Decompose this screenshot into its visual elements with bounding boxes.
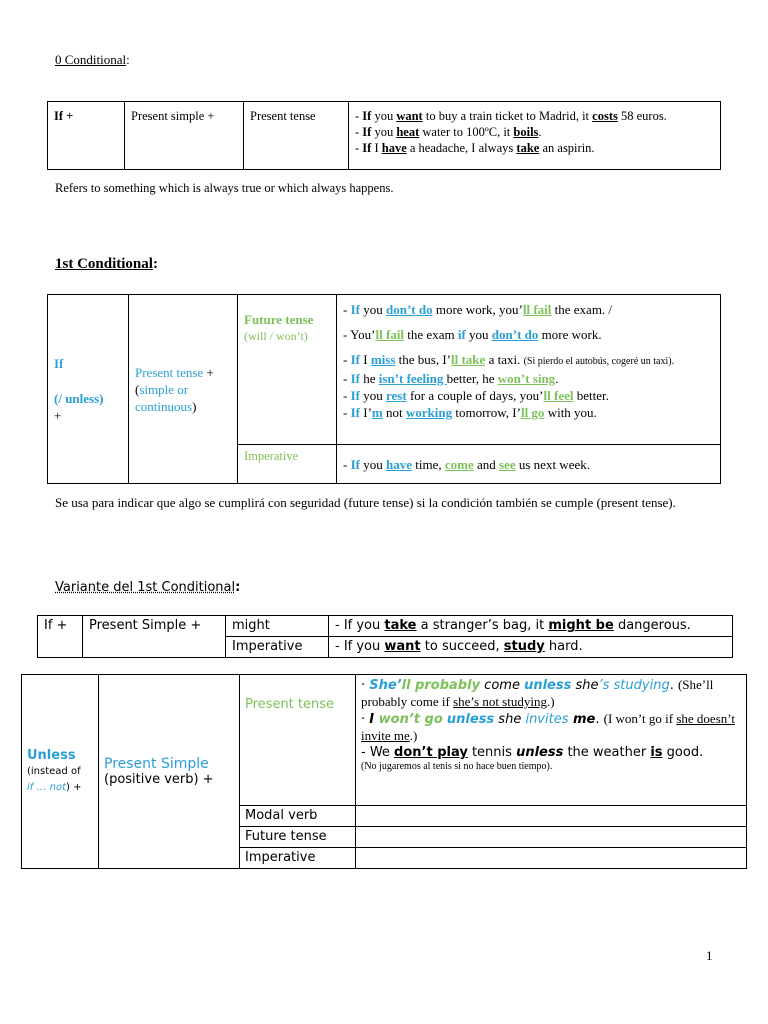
unless-label-cell: Unless (instead of if … not) + xyxy=(22,675,99,869)
unless-modal-examples xyxy=(356,806,747,827)
first-if-cell: If (/ unless) + xyxy=(48,295,129,484)
first-future-cell: Future tense (will / won’t) xyxy=(238,295,337,445)
unless-example-3: - We don’t play tennis unless the weather is good. xyxy=(361,745,704,760)
first-conditional-heading: 1st Conditional: xyxy=(55,256,158,272)
unless-present-tense-cell: Present tense xyxy=(240,675,356,806)
first-example-1: - If you don’t do more work, you’ll fail the exam. / xyxy=(343,302,613,317)
page-number: 1 xyxy=(706,948,713,963)
variant-if-cell: If + xyxy=(38,616,83,658)
unless-table xyxy=(21,674,747,869)
zero-present-tense-cell: Present tense xyxy=(244,102,349,170)
zero-example-1: - If you want to buy a train ticket to Madrid, it costs 58 euros. xyxy=(355,109,667,123)
unless-example-3-note: (No jugaremos al tenis si no hace buen tiempo). xyxy=(361,761,553,772)
unless-modal-cell: Modal verb xyxy=(240,806,356,827)
first-example-6: - If I’m not working tomorrow, I’ll go with you. xyxy=(343,405,597,420)
variant-example-2: - If you want to succeed, study hard. xyxy=(329,637,733,658)
unless-imperative-examples xyxy=(356,848,747,869)
first-example-3: - If I miss the bus, I’ll take a taxi. (Si pierdo el autobús, cogeré un taxi). xyxy=(343,352,675,367)
zero-example-3: - If I have a headache, I always take an aspirin. xyxy=(355,141,595,155)
variant-imperative-cell: Imperative xyxy=(226,637,329,658)
first-note: Se usa para indicar que algo se cumplirá con seguridad (future tense) si la condición también se cumple (present tense). xyxy=(55,495,676,510)
first-imperative-cell: Imperative xyxy=(238,445,337,484)
first-example-7: - If you have time, come and see us next week. xyxy=(337,445,721,484)
unless-example-1: · She’ll probably come unless she’s studying. (She’ll probably come if she’s not studying.) xyxy=(361,677,714,709)
zero-present-simple-cell: Present simple + xyxy=(125,102,244,170)
variant-heading: Variante del 1st Conditional: xyxy=(55,580,241,595)
first-future-examples xyxy=(337,295,721,445)
zero-example-2: - If you heat water to 100ºC, it boils. xyxy=(355,125,542,139)
first-present-cell: Present tense + (simple or continuous) xyxy=(129,295,238,484)
zero-conditional-table xyxy=(47,101,721,170)
variant-present-cell: Present Simple + xyxy=(83,616,226,658)
first-example-2: - You’ll fail the exam if you don’t do more work. xyxy=(343,327,602,342)
variant-table xyxy=(37,615,733,658)
first-example-5: - If you rest for a couple of days, you’ll feel better. xyxy=(343,388,609,403)
unless-future-examples xyxy=(356,827,747,848)
variant-might-cell: might xyxy=(226,616,329,637)
zero-examples-cell xyxy=(349,102,721,170)
variant-example-1: - If you take a stranger’s bag, it might be dangerous. xyxy=(329,616,733,637)
unless-examples-cell xyxy=(356,675,747,806)
unless-example-2: · I won’t go unless she invites me. (I won’t go if she doesn’t invite me.) xyxy=(361,711,735,743)
unless-future-cell: Future tense xyxy=(240,827,356,848)
zero-if-cell: If + xyxy=(48,102,125,170)
unless-imperative-cell: Imperative xyxy=(240,848,356,869)
zero-conditional-heading: 0 Conditional: xyxy=(55,52,130,67)
first-conditional-table xyxy=(47,294,721,484)
first-example-4: - If he isn’t feeling better, he won’t sing. xyxy=(343,371,559,386)
unless-present-cell: Present Simple (positive verb) + xyxy=(99,675,240,869)
zero-note: Refers to something which is always true or which always happens. xyxy=(55,181,394,195)
